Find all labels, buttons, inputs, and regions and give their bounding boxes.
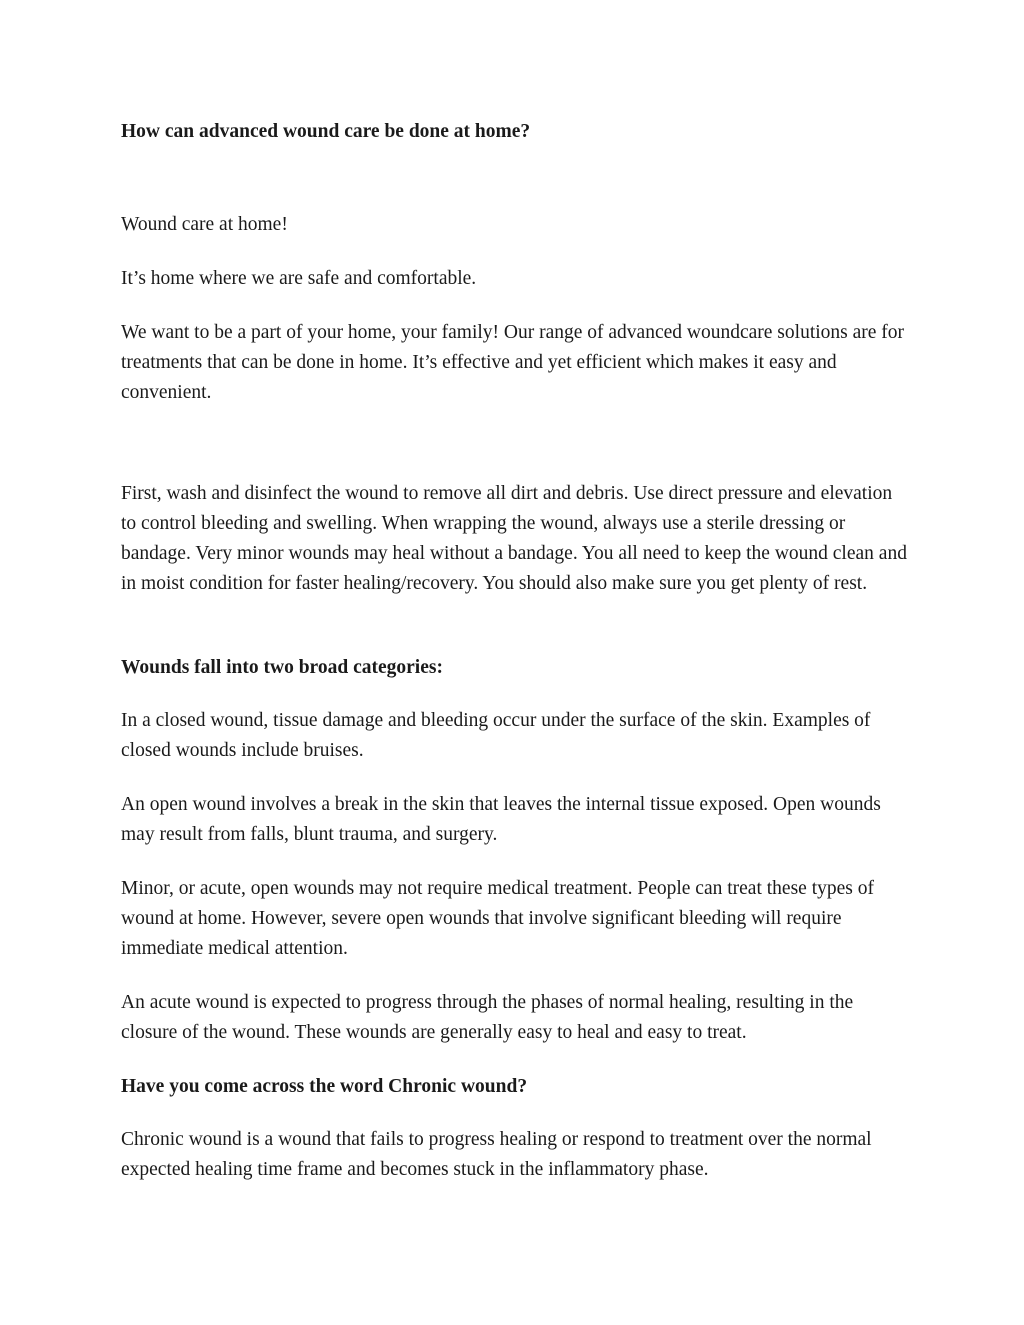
open-wound-paragraph: An open wound involves a break in the skin that leaves the internal tissue exposed. Open wounds may result from falls, blunt trauma, and surgery. [121, 794, 881, 845]
intro-line: It’s home where we are safe and comfortable. [121, 268, 477, 289]
first-aid-paragraph: First, wash and disinfect the wound to remove all dirt and debris. Use direct pressure and elevation to control bleeding and swelling. When wrapping the wound, always use a sterile dressing or bandage. Very minor wounds may heal without a bandage. You all need to keep the wound clean and in moist condition for faster healing/recovery. You should also make sure you get plenty of rest. [121, 483, 907, 594]
acute-wound-paragraph: An acute wound is expected to progress through the phases of normal healing, resulting in the closure of the wound. These wounds are generally easy to heal and easy to treat. [121, 992, 854, 1043]
chronic-heading: Have you come across the word Chronic wound? [121, 1076, 528, 1097]
document-title: How can advanced wound care be done at home? [121, 121, 531, 142]
intro-paragraph: We want to be a part of your home, your family! Our range of advanced woundcare solutions are for treatments that can be done in home. It’s effective and yet efficient which makes it easy and convenient. [121, 322, 905, 403]
intro-heading: Wound care at home! [121, 214, 288, 235]
minor-wound-paragraph: Minor, or acute, open wounds may not require medical treatment. People can treat these types of wound at home. However, severe open wounds that involve significant bleeding will require immediate medical attention. [121, 878, 874, 959]
chronic-paragraph: Chronic wound is a wound that fails to progress healing or respond to treatment over the normal expected healing time frame and becomes stuck in the inflammatory phase. [121, 1129, 872, 1180]
closed-wound-paragraph: In a closed wound, tissue damage and bleeding occur under the surface of the skin. Examples of closed wounds include bruises. [121, 710, 871, 761]
categories-heading: Wounds fall into two broad categories: [121, 657, 443, 678]
